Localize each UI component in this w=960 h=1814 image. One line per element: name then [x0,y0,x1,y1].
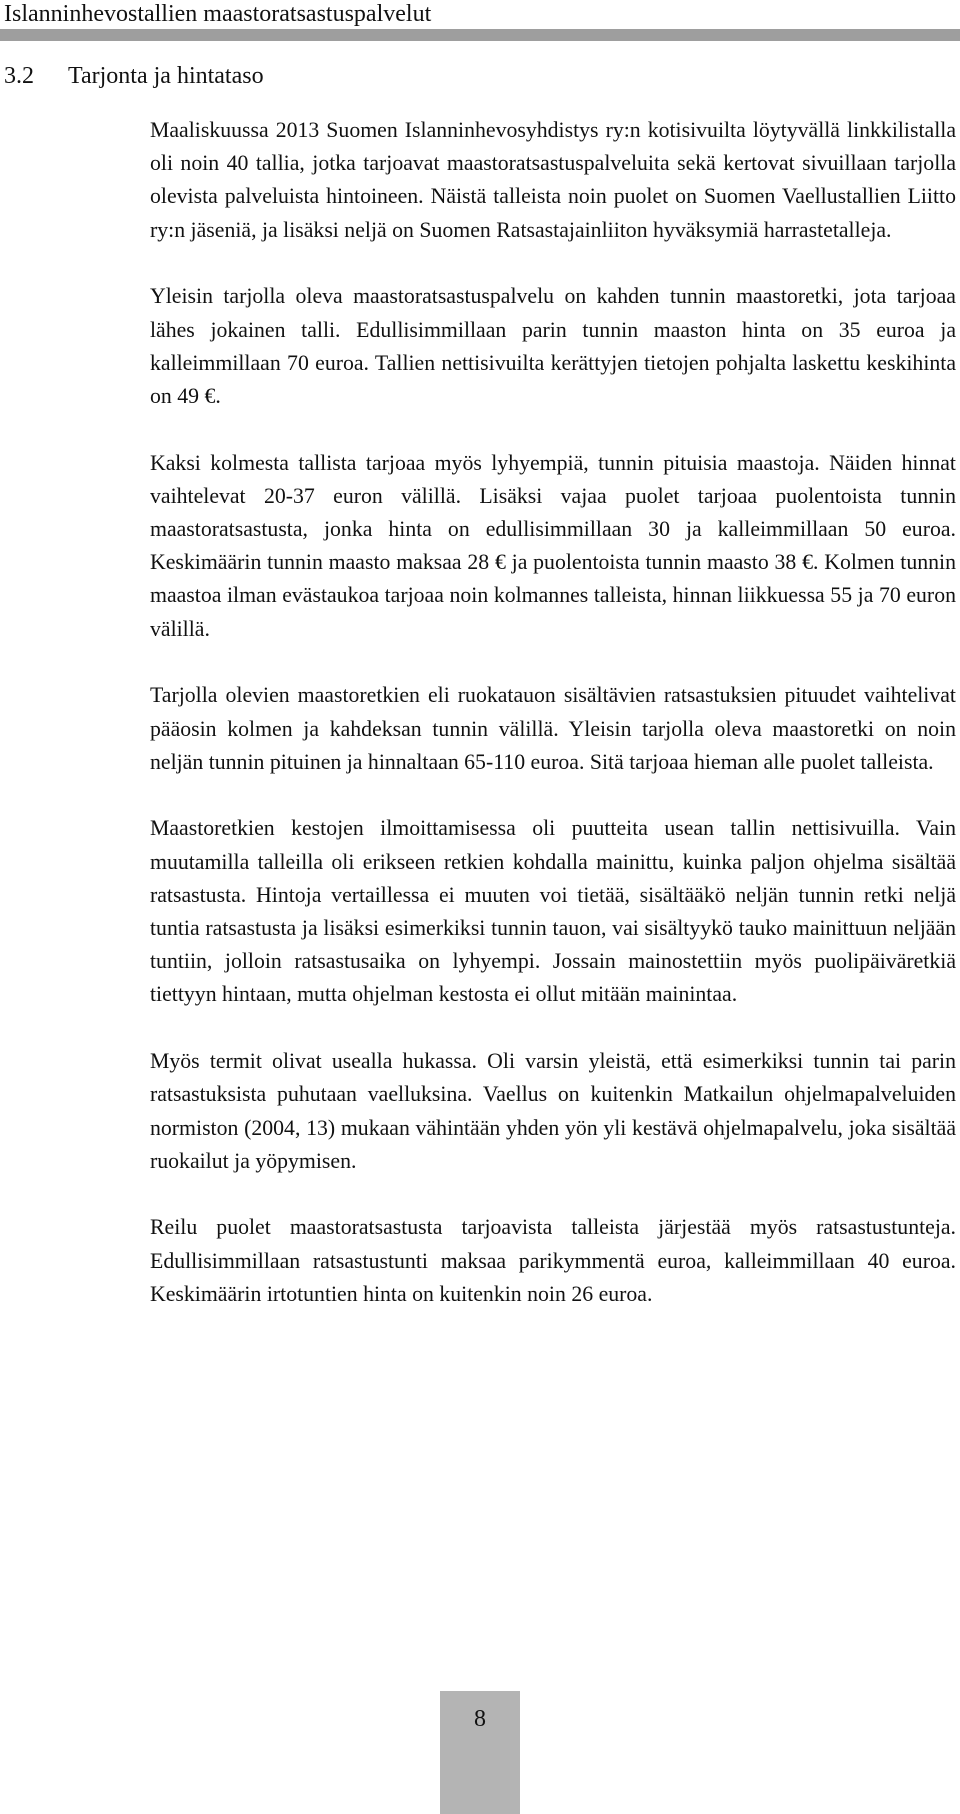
section-number: 3.2 [4,63,34,89]
section-title: Tarjonta ja hintataso [68,63,264,89]
page-number: 8 [474,1706,486,1732]
paragraph: Reilu puolet maastoratsastusta tarjoavista talleista järjestää myös ratsastustunteja. Edullisimmillaan ratsastustunti maksaa parikymmentä euroa, kalleimmillaan 40 euroa. Keskimäärin irtotuntien hinta on kuitenkin noin 26 euroa. [150,1215,956,1306]
paragraph: Maaliskuussa 2013 Suomen Islanninhevosyhdistys ry:n kotisivuilta löytyvällä linkkilistalla oli noin 40 tallia, jotka tarjoavat maastoratsastuspalveluita sekä kertovat sivuillaan tarjolla olevista palveluista hintoineen. Näistä talleista noin puolet on Suomen Vaellustallien Liitto ry:n jäseniä, ja lisäksi neljä on Suomen Ratsastajainliiton hyväksymiä harrastetalleja. [150,118,956,242]
paragraph: Tarjolla olevien maastoretkien eli ruokatauon sisältävien ratsastuksien pituudet vaihtelivat pääosin kolmen ja kahdeksan tunnin välillä. Yleisin tarjolla oleva maastoretki on noin neljän tunnin pituinen ja hinnaltaan 65-110 euroa. Sitä tarjoaa hieman alle puolet talleista. [150,683,956,774]
page-number-box [440,1691,520,1814]
paragraph: Maastoretkien kestojen ilmoittamisessa oli puutteita usean tallin nettisivuilla. Vain muutamilla talleilla oli erikseen retkien kohdalla mainittu, kuinka paljon ohjelma sisältää ratsastusta. Hintoja vertaillessa ei muuten voi tietää, sisältääkö neljän tunnin retki neljä tuntia ratsastusta ja lisäksi esimerkiksi tunnin tauon, vai sisältyykö tauko mainittuun neljään tuntiin, jolloin ratsastusaika on lyhyempi. Jossain mainostettiin myös puolipäiväretkiä tiettyyn hintaan, mutta ohjelman kestosta ei ollut mitään mainintaa. [150,816,956,1007]
body-text [150,114,956,1345]
paragraph: Kaksi kolmesta tallista tarjoaa myös lyhyempiä, tunnin pituisia maastoja. Näiden hinnat vaihtelevat 20-37 euron välillä. Lisäksi vajaa puolet tarjoaa puolentoista tunnin maastoratsastusta, jonka hinta on edullisimmillaan 30 ja kalleimmillaan 50 euroa. Keskimäärin tunnin maasto maksaa 28 € ja puolentoista tunnin maasto 38 €. Kolmen tunnin maastoa ilman evästaukoa tarjoaa noin kolmannes talleista, hinnan liikkuessa 55 ja 70 euron välillä. [150,450,956,641]
document-title: Islanninhevostallien maastoratsastuspalvelut [4,1,432,27]
section-heading [4,60,264,92]
paragraph: Myös termit olivat usealla hukassa. Oli varsin yleistä, että esimerkiksi tunnin tai parin ratsastuksista puhutaan vaelluksina. Vaellus on kuitenkin Matkailun ohjelmapalveluiden normiston (2004, 13) mukaan vähintään yhden yön yli kestävä ohjelmapalvelu, joka sisältää ruokailut ja yöpymisen. [150,1049,956,1173]
running-header [0,0,960,42]
header-rule [0,29,960,41]
paragraph: Yleisin tarjolla oleva maastoratsastuspalvelu on kahden tunnin maastoretki, jota tarjoaa lähes jokainen talli. Edullisimmillaan parin tunnin maaston hinta on 35 euroa ja kalleimmillaan 70 euroa. Tallien nettisivuilta kerättyjen tietojen pohjalta laskettu keskihinta on 49 €. [150,284,956,408]
